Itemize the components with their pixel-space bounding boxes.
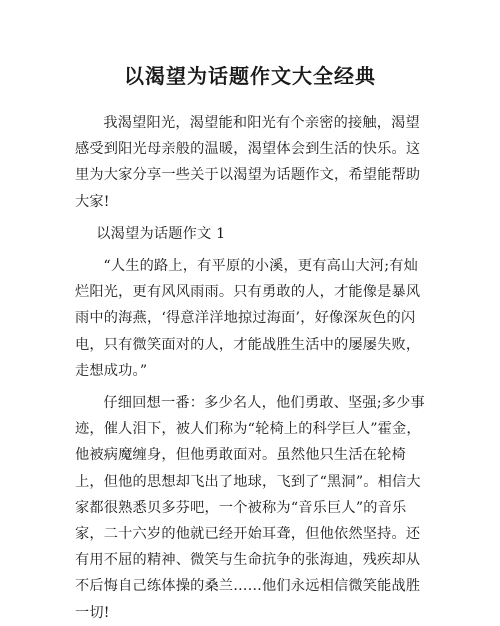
quote-paragraph: “人生的路上，有平原的小溪，更有高山大河;有灿烂阳光，更有风风雨雨。只有勇敢的人，才能像是暴风雨中的海燕，‘得意洋洋地掠过海面’，好像深灰色的闪电，只有微笑面对的人，才能战胜生活中的屡屡失败，走想成功。” <box>75 258 421 379</box>
intro-paragraph: 我渴望阳光，渴望能和阳光有个亲密的接触，渴望感受到阳光母亲般的温暖，渴望体会到生活的快乐。这里为大家分享一些关于以渴望为话题作文，希望能帮助大家! <box>75 115 421 210</box>
document-body <box>75 110 425 626</box>
document-title: 以渴望为话题作文大全经典 <box>124 64 376 88</box>
body-paragraph: 仔细回想一番：多少名人，他们勇敢、坚强;多少事迹，催人泪下，被人们称为“轮椅上的科学巨人”霍金，他被病魔缠身，但他勇敢面对。虽然他只生活在轮椅上，但他的思想却飞出了地球，飞到了“黑洞”。相信大家都很熟悉贝多芬吧，一个被称为“音乐巨人”的音乐家，二十六岁的他就已经开始耳聋，但他依然坚持。还有用不屈的精神、微笑与生命抗争的张海迪，残疾却从不后悔自己练体操的桑兰……他们永远相信微笑能战胜一切! <box>75 395 425 621</box>
section-heading: 以渴望为话题作文 1 <box>96 225 226 242</box>
